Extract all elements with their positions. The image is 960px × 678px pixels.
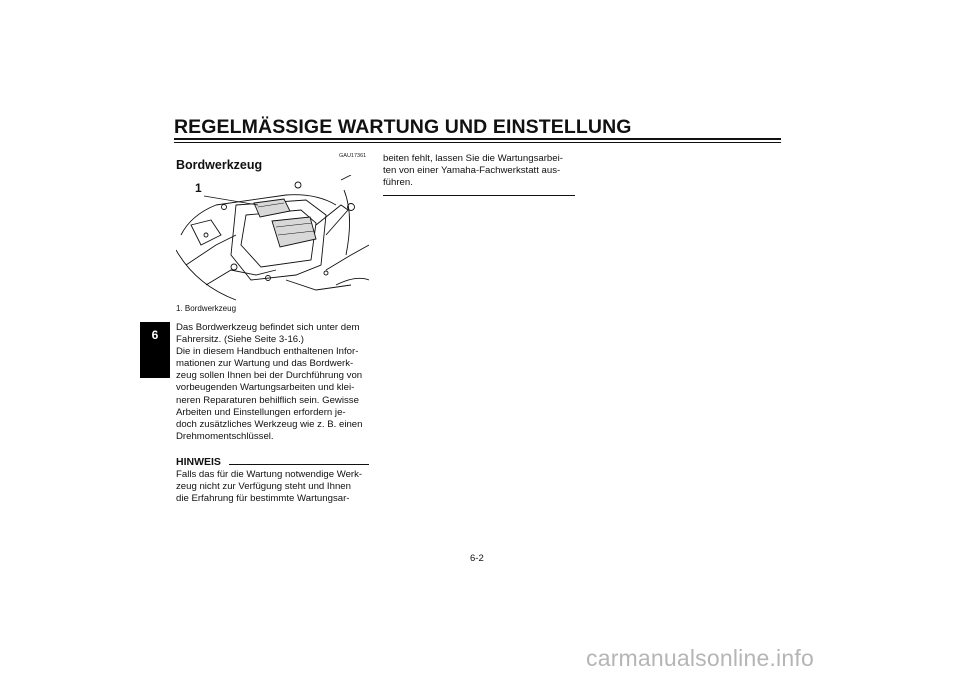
text-line: zeug sollen Ihnen bei der Durchführung von [176, 370, 363, 382]
text-line: Fahrersitz. (Siehe Seite 3-16.) [176, 334, 304, 346]
page-number: 6-2 [470, 553, 484, 564]
toolkit-illustration [176, 175, 369, 303]
chapter-number: 6 [151, 328, 159, 342]
section-code: GAU17361 [339, 153, 367, 159]
figure-caption: 1. Bordwerkzeug [176, 304, 237, 313]
text-line: neren Reparaturen behilflich sein. Gewisse [176, 394, 359, 406]
title-rule-thin [174, 142, 781, 143]
text-line: führen. [383, 177, 413, 189]
text-line: mationen zur Wartung und das Bordwerk- [176, 358, 354, 370]
body-text [176, 322, 376, 443]
title-rule [174, 138, 781, 140]
text-line: ten von einer Yamaha-Fachwerkstatt aus- [383, 165, 561, 177]
watermark: carmanualsonline.info [586, 645, 814, 671]
text-line: Drehmomentschlüssel. [176, 430, 274, 442]
note-heading: HINWEIS [176, 456, 221, 468]
text-line: Arbeiten und Einstellungen erfordern je- [176, 406, 346, 418]
callout-number: 1 [195, 181, 202, 195]
text-line: beiten fehlt, lassen Sie die Wartungsarbei- [383, 153, 563, 164]
note-rule [229, 464, 369, 465]
text-line: Falls das für die Wartung notwendige Werk- [176, 469, 363, 480]
note-text [176, 469, 362, 505]
text-line: doch zusätzliches Werkzeug wie z. B. einen [176, 418, 363, 430]
text-line: zeug nicht zur Verfügung steht und Ihnen [176, 481, 351, 493]
text-line: Die in diesem Handbuch enthaltenen Infor- [176, 346, 359, 358]
chapter-tab [140, 322, 170, 378]
column2-text [383, 153, 563, 189]
section-heading: Bordwerkzeug [176, 158, 263, 172]
text-line: Das Bordwerkzeug befindet sich unter dem [176, 322, 360, 333]
text-line: die Erfahrung für bestimmte Wartungsar- [176, 493, 350, 505]
page-title: REGELMÄSSIGE WARTUNG UND EINSTELLUNG [174, 116, 632, 138]
note-end-rule [383, 195, 575, 196]
text-line: vorbeugenden Wartungsarbeiten und klei- [176, 382, 355, 394]
